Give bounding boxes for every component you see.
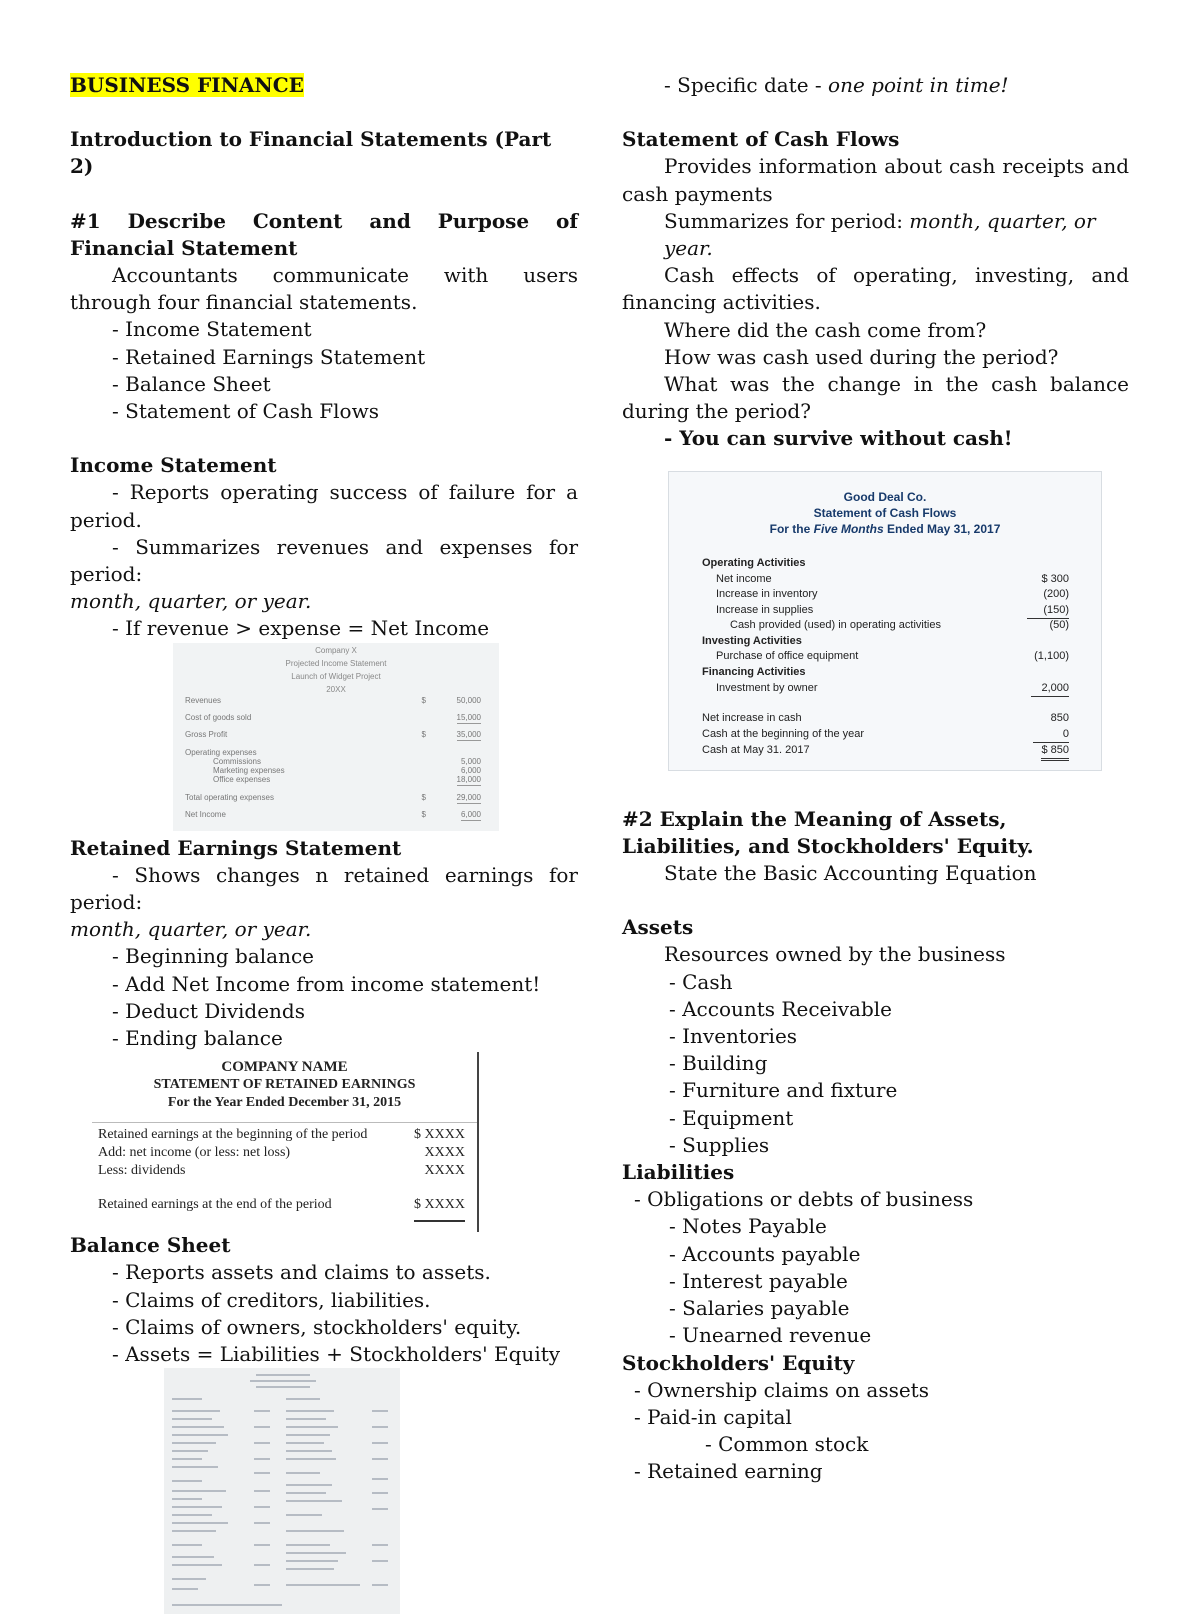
left-column bbox=[70, 72, 578, 1614]
figure-row: Cash provided (used) in operating activities (50) bbox=[730, 618, 1069, 631]
retained-list-item: - Ending balance bbox=[112, 1026, 283, 1051]
retained-list-item: - Add Net Income from income statement! bbox=[112, 971, 541, 996]
income-line: - Summarizes revenues and expenses for period: bbox=[70, 534, 578, 587]
figure-company: Company X bbox=[315, 645, 357, 655]
figure-row: Increase in inventory (200) bbox=[716, 587, 1069, 600]
figure-title: STATEMENT OF RETAINED EARNINGS bbox=[153, 1077, 416, 1093]
income-line: - If revenue > expense = Net Income bbox=[112, 616, 490, 641]
figure-row: Marketing expenses 6,000 bbox=[213, 765, 481, 775]
statement-list-item: - Statement of Cash Flows bbox=[112, 399, 379, 424]
asset-item: - Furniture and fixture bbox=[669, 1078, 898, 1103]
figure-row: Commissions 5,000 bbox=[213, 756, 481, 766]
asset-item: - Supplies bbox=[669, 1132, 770, 1157]
figure-period: For the Five Months Ended May 31, 2017 bbox=[769, 521, 1001, 536]
figure-row: Retained earnings at the end of the period $ XXXX bbox=[98, 1196, 465, 1214]
figure-row: Investing Activities bbox=[702, 634, 802, 647]
income-statement-figure bbox=[173, 643, 499, 831]
figure-row: Operating Activities bbox=[702, 556, 806, 569]
figure-row: Less: dividends XXXX bbox=[98, 1163, 465, 1179]
balance-sheet-figure bbox=[164, 1368, 400, 1614]
balance-list-item: - Reports assets and claims to assets. bbox=[112, 1260, 491, 1285]
figure-company: Good Deal Co. bbox=[843, 489, 927, 504]
cash-flow-statement-figure bbox=[668, 471, 1102, 771]
right-column bbox=[622, 72, 1129, 1486]
section2-heading: #2 Explain the Meaning of Assets, Liabilities, and Stockholders' Equity. bbox=[622, 806, 1034, 858]
equity-subitem: - Common stock bbox=[705, 1432, 869, 1457]
income-heading: Income Statement bbox=[70, 453, 277, 478]
figure-row: Retained earnings at the beginning of the period $ XXXX bbox=[98, 1127, 465, 1143]
figure-row: Investment by owner 2,000 bbox=[702, 681, 1069, 696]
figure-year: 20XX bbox=[326, 684, 346, 694]
figure-subtitle: Launch of Widget Project bbox=[291, 671, 381, 681]
figure-period: For the Year Ended December 31, 2015 bbox=[92, 1094, 477, 1123]
liability-item: - Unearned revenue bbox=[669, 1323, 872, 1348]
equity-item: - Retained earning bbox=[634, 1459, 823, 1484]
figure-row: Add: net income (or less: net loss) XXXX bbox=[98, 1145, 465, 1161]
figure-row: Financing Activities bbox=[702, 665, 806, 678]
balance-list-item: - Assets = Liabilities + Stockholders' Equity bbox=[112, 1342, 561, 1367]
figure-company: COMPANY NAME bbox=[221, 1059, 348, 1076]
section2-subheading: State the Basic Accounting Equation bbox=[664, 861, 1037, 886]
asset-item: - Accounts Receivable bbox=[669, 996, 893, 1021]
cashflow-line: How was cash used during the period? bbox=[664, 344, 1059, 369]
liability-item: - Accounts payable bbox=[669, 1241, 861, 1266]
asset-item: - Cash bbox=[669, 969, 733, 994]
section1-intro: Accountants communicate with users through four financial statements. bbox=[70, 263, 578, 315]
figure-row: Cost of goods sold 15,000 bbox=[185, 712, 481, 722]
specific-date-line: - Specific date - one point in time! bbox=[664, 73, 1009, 97]
statement-list-item: - Retained Earnings Statement bbox=[112, 344, 426, 369]
liabilities-heading: Liabilities bbox=[622, 1160, 735, 1185]
figure-row: Office expenses 18,000 bbox=[213, 774, 481, 784]
figure-row: Cash at May 31. 2017 $ 850 bbox=[702, 743, 1069, 758]
asset-item: - Equipment bbox=[669, 1105, 794, 1130]
balance-list-item: - Claims of creditors, liabilities. bbox=[112, 1287, 431, 1312]
liability-item: - Notes Payable bbox=[669, 1214, 827, 1239]
figure-row: Operating expenses bbox=[185, 747, 257, 757]
figure-row: Increase in supplies (150) bbox=[702, 603, 1069, 618]
cashflow-line: What was the change in the cash balance during the period? bbox=[622, 372, 1129, 424]
cashflow-line: Where did the cash come from? bbox=[664, 317, 987, 342]
retained-earnings-figure bbox=[92, 1052, 479, 1232]
balance-list-item: - Claims of owners, stockholders' equity. bbox=[112, 1314, 522, 1339]
equity-item: - Paid-in capital bbox=[634, 1404, 792, 1429]
section1-heading: #1 Describe Content and Purpose of Financial Statement bbox=[70, 208, 578, 260]
cashflow-line: Provides information about cash receipts and cash payments bbox=[622, 154, 1129, 206]
page-title: Introduction to Financial Statements (Part 2) bbox=[70, 127, 552, 179]
figure-row: Net increase in cash 850 bbox=[702, 711, 1069, 724]
retained-list-item: - Deduct Dividends bbox=[112, 998, 305, 1023]
income-line: - Reports operating success of failure for a period. bbox=[70, 480, 578, 532]
statement-list-item: - Income Statement bbox=[112, 317, 312, 342]
cashflow-line: Cash effects of operating, investing, and financing activities. bbox=[622, 263, 1129, 315]
figure-row: Net income $ 300 bbox=[716, 572, 1069, 585]
cashflow-heading: Statement of Cash Flows bbox=[622, 127, 900, 152]
course-title: BUSINESS FINANCE bbox=[70, 73, 304, 97]
figure-title: Statement of Cash Flows bbox=[813, 505, 957, 520]
figure-row: Cash at the beginning of the year 0 bbox=[702, 727, 1069, 742]
assets-definition: Resources owned by the business bbox=[664, 942, 1006, 967]
retained-line: - Shows changes n retained earnings for period: bbox=[70, 862, 578, 915]
figure-row: Gross Profit $ 35,000 bbox=[185, 729, 481, 739]
cashflow-line: Summarizes for period: month, quarter, or year. bbox=[664, 208, 1096, 261]
liability-item: - Salaries payable bbox=[669, 1296, 850, 1321]
statement-list-item: - Balance Sheet bbox=[112, 371, 271, 396]
retained-list-item: - Beginning balance bbox=[112, 944, 315, 969]
equity-heading: Stockholders' Equity bbox=[622, 1350, 855, 1375]
cashflow-line: - You can survive without cash! bbox=[664, 426, 1013, 451]
figure-row: Purchase of office equipment (1,100) bbox=[716, 649, 1069, 662]
retained-line: month, quarter, or year. bbox=[70, 917, 312, 942]
figure-row: Total operating expenses $ 29,000 bbox=[185, 792, 481, 802]
figure-row: Revenues $ 50,000 bbox=[185, 695, 481, 705]
asset-item: - Building bbox=[669, 1051, 768, 1076]
liabilities-definition: - Obligations or debts of business bbox=[634, 1187, 974, 1212]
figure-row: Net Income $ 6,000 bbox=[185, 809, 481, 819]
income-line: month, quarter, or year. bbox=[70, 589, 312, 614]
liability-item: - Interest payable bbox=[669, 1268, 848, 1293]
assets-heading: Assets bbox=[622, 915, 694, 940]
balance-heading: Balance Sheet bbox=[70, 1233, 231, 1258]
equity-item: - Ownership claims on assets bbox=[634, 1377, 929, 1402]
retained-heading: Retained Earnings Statement bbox=[70, 835, 402, 860]
figure-subtitle: Projected Income Statement bbox=[285, 658, 387, 668]
asset-item: - Inventories bbox=[669, 1024, 798, 1049]
